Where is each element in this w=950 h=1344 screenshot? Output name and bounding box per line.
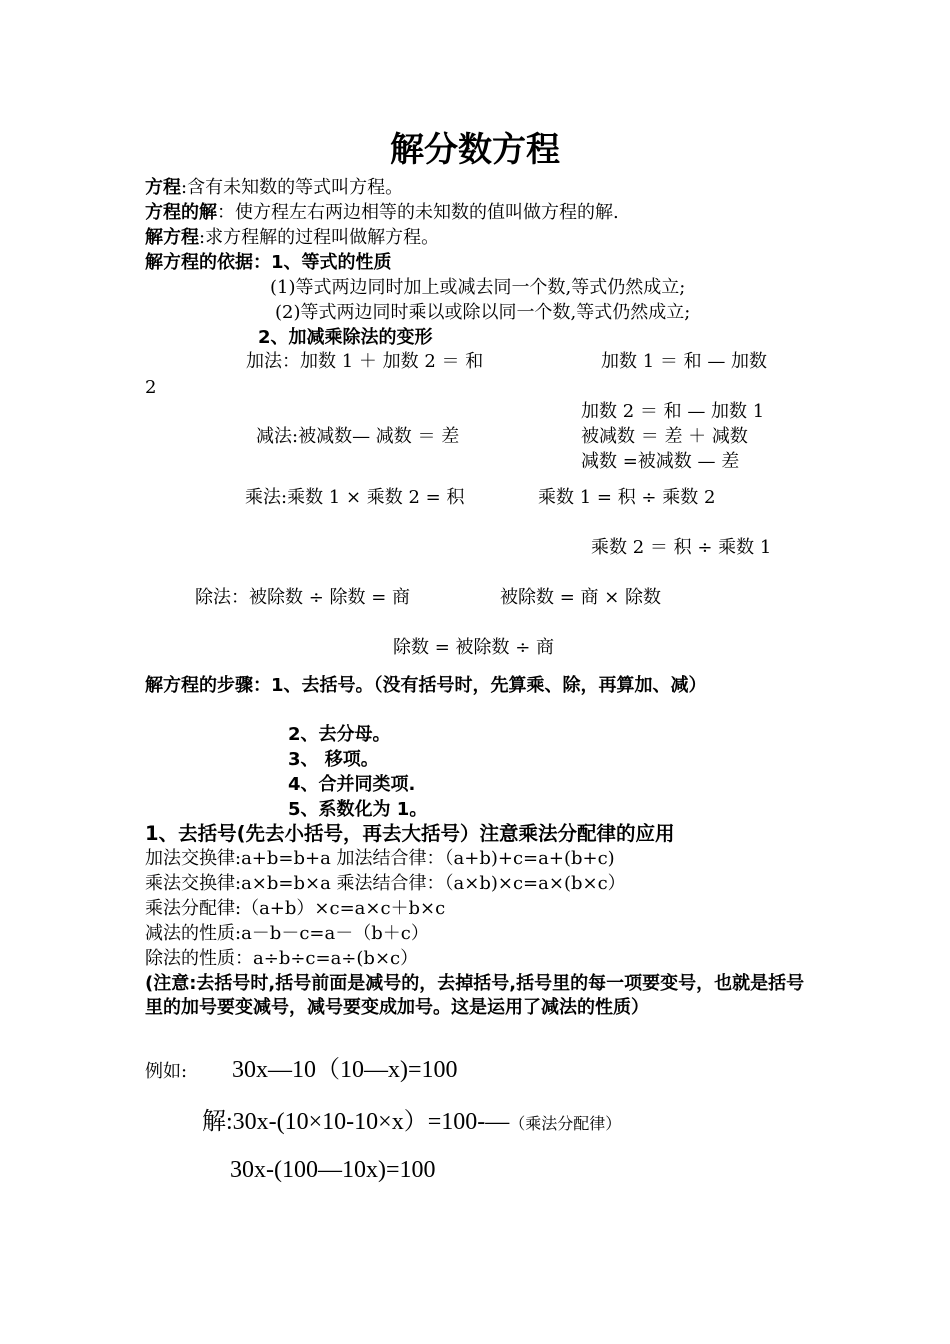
def-solving-text: :求方程解的过程叫做解方程。 [199,227,440,248]
example-step-1-note: （乘法分配律） [509,1116,622,1133]
add-main: 加法：加数 1 ＋ 加数 2 ＝ 和 [246,351,484,372]
div-main: 除法：被除数 ÷ 除数 = 商 [195,587,411,608]
basis-prop-1: (1)等式两边同时加上或减去同一个数,等式仍然成立; [270,277,686,298]
law-subtraction: 减法的性质:a－b－c=a－（b＋c） [145,923,429,944]
def-solution [145,201,619,225]
bracket-note: (注意:去括号时,括号前面是减号的，去掉括号,括号里的每一项要变号，也就是括号里的加号要变减号，减号要变成加号。这是运用了减法的性质） [145,973,805,1018]
example-step-1 [202,1107,621,1140]
example-equation: 30x—10（10—x)=100 [232,1057,458,1083]
def-equation-term: 方程 [145,177,181,198]
example-step-1-text: 解:30x-(10×10-10×x）=100-— [202,1109,510,1135]
def-solving [145,226,439,250]
add-r1: 加数 1 ＝ 和 — 加数 [601,351,768,372]
sub-r1: 被减数 ＝ 差 ＋ 减数 [581,426,748,447]
step-4: 4、合并同类项. [288,774,416,795]
law-addition: 加法交换律:a+b=b+a 加法结合律：（a+b)+c=a+(b+c) [145,848,615,869]
steps-heading: 解方程的步骤：1、去括号。（没有括号时，先算乘、除，再算加、减） [145,675,707,696]
def-solving-term: 解方程 [145,227,199,248]
basis-prop-2: (2)等式两边同时乘以或除以同一个数,等式仍然成立; [275,302,691,323]
brackets-heading: 1、去括号(先去小括号，再去大括号）注意乘法分配律的应用 [145,822,675,845]
example-step-2: 30x-(100—10x)=100 [230,1157,436,1183]
step-5: 5、系数化为 1。 [288,799,428,820]
div-r1: 被除数 = 商 × 除数 [500,587,662,608]
mul-main: 乘法:乘数 1 × 乘数 2 = 积 [245,487,465,508]
def-equation-text: :含有未知数的等式叫方程。 [181,177,404,198]
sub-main: 减法:被减数— 减数 ＝ 差 [256,426,460,447]
page-title: 解分数方程 [390,130,560,170]
step-2: 2、去分母。 [288,724,391,745]
step-3: 3、 移项。 [288,749,379,770]
law-multiplication: 乘法交换律:a×b=b×a 乘法结合律：（a×b)×c=a×(b×c） [145,873,626,894]
basis-heading-2: 2、加减乘除法的变形 [258,327,433,348]
mul-r1: 乘数 1 = 积 ÷ 乘数 2 [538,487,716,508]
def-solution-text: ：使方程左右两边相等的未知数的值叫做方程的解. [217,202,619,223]
add-wrap: 2 [145,377,157,398]
example-label: 例如: [145,1061,188,1082]
add-r2: 加数 2 ＝ 和 — 加数 1 [581,401,765,422]
mul-r2: 乘数 2 ＝ 积 ÷ 乘数 1 [591,537,772,558]
law-division: 除法的性质：a÷b÷c=a÷(b×c） [145,948,419,969]
def-equation [145,176,403,200]
def-solution-term: 方程的解 [145,202,217,223]
sub-r2: 减数 =被减数 — 差 [581,451,740,472]
div-r2: 除数 = 被除数 ÷ 商 [393,637,555,658]
basis-heading: 解方程的依据：1、等式的性质 [145,252,392,273]
law-distributive: 乘法分配律:（a+b）×c=a×c＋b×c [145,898,446,919]
